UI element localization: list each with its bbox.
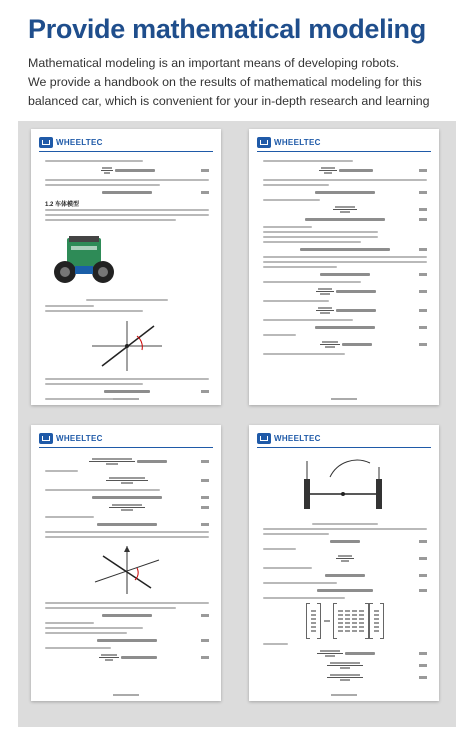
handbook-page-3 (31, 425, 221, 701)
wheeltec-logo-icon (257, 433, 271, 444)
description-line-2: We provide a handbook on the results of mathematical modeling for this (28, 75, 422, 89)
page-title: Provide mathematical modeling (28, 14, 426, 44)
handbook-preview-panel (18, 121, 456, 727)
wheel-kinematics-diagram (290, 457, 400, 519)
page-body (45, 453, 209, 687)
header-rule (257, 447, 431, 448)
logo-text: WHEELTEC (56, 433, 103, 443)
wheeltec-logo-icon (39, 137, 53, 148)
page-body (263, 157, 427, 391)
wheeltec-logo-icon (257, 137, 271, 148)
logo-text: WHEELTEC (274, 433, 321, 443)
state-space-matrix (263, 603, 427, 639)
description-line-1: Mathematical modeling is an important means of developing robots. (28, 56, 400, 70)
page-body (45, 157, 209, 391)
logo-text: WHEELTEC (56, 137, 103, 147)
logo-text: WHEELTEC (274, 137, 321, 147)
page-header (39, 431, 103, 445)
page-header (39, 135, 103, 149)
handbook-page-4 (249, 425, 439, 701)
yaw-axes-diagram (87, 542, 167, 598)
page-header (257, 135, 321, 149)
rotation-diagram (82, 316, 172, 374)
header-rule (257, 151, 431, 152)
description-line-3: balanced car, which is convenient for your in-depth research and learning (28, 94, 430, 108)
wheeltec-logo-icon (39, 433, 53, 444)
page-header (257, 431, 321, 445)
header-rule (39, 151, 213, 152)
handbook-page-1 (31, 129, 221, 405)
handbook-page-2 (249, 129, 439, 405)
header-rule (39, 447, 213, 448)
page-body (263, 453, 427, 687)
description (28, 54, 458, 111)
balance-car-image (45, 228, 123, 290)
section-heading: 1.2 车体模型 (45, 202, 80, 208)
